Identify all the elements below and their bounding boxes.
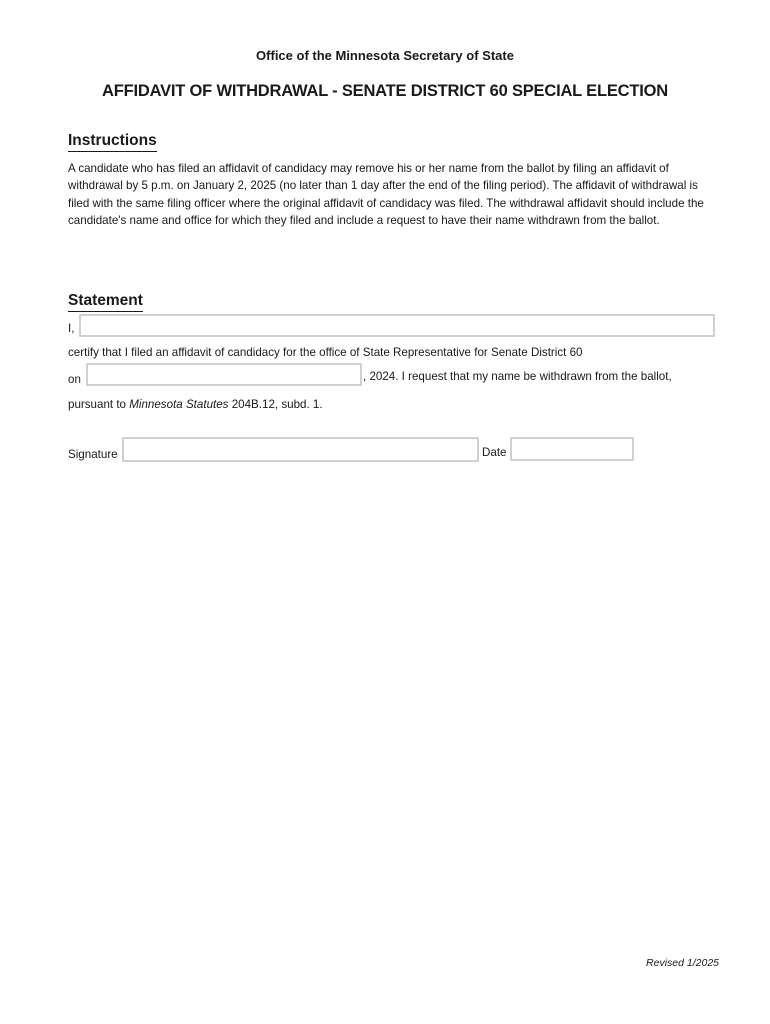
on-label: on xyxy=(68,373,81,386)
certify-text: certify that I filed an affidavit of candidacy for the office of State Representative for Senate District 60 xyxy=(68,346,583,359)
filing-date-field[interactable] xyxy=(86,363,362,386)
pursuant-prefix: pursuant to xyxy=(68,398,130,411)
request-text: , 2024. I request that my name be withdrawn from the ballot, xyxy=(363,370,672,383)
statement-heading: Statement xyxy=(68,292,143,312)
date-field[interactable] xyxy=(510,437,634,461)
signature-field[interactable] xyxy=(122,437,479,462)
office-name: Office of the Minnesota Secretary of State xyxy=(256,48,514,63)
signature-label: Signature xyxy=(68,448,118,461)
candidate-name-field[interactable] xyxy=(79,314,715,337)
instructions-heading: Instructions xyxy=(68,132,157,152)
statute-name: Minnesota Statutes xyxy=(129,398,229,411)
date-label: Date xyxy=(482,446,507,459)
instructions-text: A candidate who has filed an affidavit of candidacy may remove his or her name from the ballot by filing an affidavit of withdrawal by 5 p.m. on January 2, 2025 (no later than 1 day after the end of the filing period). The affidavit of withdrawal is filed with the same filing officer where the original affidavit of candidacy was filed. The withdrawal affidavit should include the candidate's name and office for which they filed and include a request to have their name withdrawn from the ballot. xyxy=(68,162,704,228)
pursuant-text xyxy=(68,398,323,412)
i-label: I, xyxy=(68,322,75,335)
page-title: AFFIDAVIT OF WITHDRAWAL - SENATE DISTRICT 60 SPECIAL ELECTION xyxy=(102,82,668,100)
pursuant-suffix: 204B.12, subd. 1. xyxy=(228,398,323,411)
revised-date: Revised 1/2025 xyxy=(646,957,719,969)
